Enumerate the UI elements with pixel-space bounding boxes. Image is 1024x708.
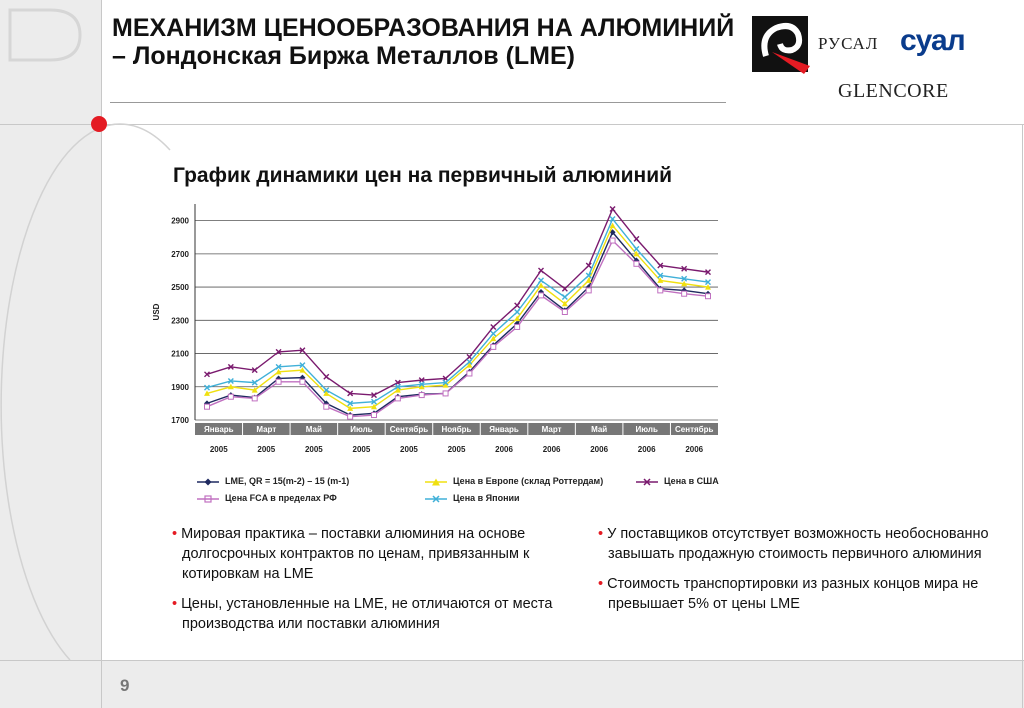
legend-item-europe xyxy=(425,476,603,486)
x-tick-year: 2006 xyxy=(685,445,704,454)
data-point xyxy=(419,393,424,398)
data-point xyxy=(372,413,377,418)
bullet-item xyxy=(598,574,998,614)
legend-swatch-europe xyxy=(425,478,447,486)
data-point xyxy=(515,310,520,315)
x-tick-year: 2005 xyxy=(447,445,466,454)
legend-label-fca: Цена FCA в пределах РФ xyxy=(225,493,337,503)
rusal-logo-text: РУСАЛ xyxy=(818,34,879,53)
data-point xyxy=(228,394,233,399)
legend-swatch-usa xyxy=(636,478,658,486)
data-point xyxy=(205,404,210,409)
x-tick-month: Март xyxy=(541,425,562,434)
x-tick-month: Сентябрь xyxy=(389,425,429,434)
data-point xyxy=(634,236,639,241)
x-tick-year: 2005 xyxy=(209,445,228,454)
x-tick-month: Ноябрь xyxy=(441,425,472,434)
x-tick-month: Май xyxy=(591,425,608,434)
data-point xyxy=(443,391,448,396)
page-number: 9 xyxy=(120,676,130,695)
x-tick-year: 2006 xyxy=(637,445,656,454)
right-divider xyxy=(1022,124,1023,708)
y-tick-label: 2700 xyxy=(171,249,189,259)
x-tick-month: Март xyxy=(256,425,277,434)
data-point xyxy=(539,293,544,298)
data-point xyxy=(562,295,567,300)
accent-dot xyxy=(91,116,107,132)
data-point xyxy=(395,396,400,401)
data-point xyxy=(515,324,520,329)
bullet-item xyxy=(172,594,562,634)
data-point xyxy=(610,238,615,243)
y-tick-label: 2100 xyxy=(171,349,189,359)
bullet-item xyxy=(172,524,562,584)
bullet-text: Цены, установленные на LME, не отличаются от места производства или поставки алюминия xyxy=(181,596,553,632)
legend-swatch-japan xyxy=(425,495,447,503)
x-tick-year: 2005 xyxy=(257,445,276,454)
data-point xyxy=(682,291,687,296)
data-point xyxy=(467,371,472,376)
bullets-right xyxy=(598,524,998,624)
series-line xyxy=(207,241,708,417)
legend-label-japan: Цена в Японии xyxy=(453,493,520,503)
x-tick-month: Сентябрь xyxy=(675,425,714,434)
data-point xyxy=(539,278,544,283)
data-point xyxy=(706,294,711,299)
bullet-marker: • xyxy=(598,576,604,592)
y-tick-label: 2900 xyxy=(171,216,189,226)
data-point xyxy=(491,331,496,336)
chart-title: График динамики цен на первичный алюминий xyxy=(173,164,673,187)
rusal-logo-icon xyxy=(752,16,812,76)
title-underline xyxy=(110,102,726,103)
slide-title: МЕХАНИЗМ ЦЕНООБРАЗОВАНИЯ НА АЛЮМИНИЙ – Лондонская Биржа Металлов (LME) xyxy=(112,14,735,70)
data-point xyxy=(515,303,520,308)
footer-band xyxy=(101,660,1024,708)
bullet-text: Стоимость транспортировки из разных концов мира не превышает 5% от цены LME xyxy=(607,576,979,612)
x-tick-year: 2005 xyxy=(352,445,371,454)
data-point xyxy=(539,268,544,273)
legend-label-usa: Цена в США xyxy=(664,476,719,486)
legend-item-japan xyxy=(425,493,520,503)
bullet-text: У поставщиков отсутствует возможность необоснованно завышать продажную стоимость первичного алюминия xyxy=(607,526,989,562)
legend-swatch-fca xyxy=(197,495,219,503)
data-point xyxy=(586,288,591,293)
price-chart xyxy=(140,200,730,462)
x-tick-year: 2006 xyxy=(542,445,561,454)
data-point xyxy=(562,310,567,315)
bullet-marker: • xyxy=(172,526,178,542)
x-tick-month: Январь xyxy=(203,425,234,434)
y-tick-label: 1900 xyxy=(171,382,189,392)
data-point xyxy=(348,414,353,419)
data-point xyxy=(276,379,281,384)
legend-label-europe: Цена в Европе (склад Роттердам) xyxy=(453,476,604,486)
y-tick-label: 2300 xyxy=(171,316,189,326)
data-point xyxy=(634,246,639,251)
x-tick-month: Июль xyxy=(350,425,373,434)
x-tick-year: 2006 xyxy=(495,445,513,454)
y-tick-label: 1700 xyxy=(171,416,189,425)
data-point xyxy=(324,404,329,409)
legend-item-usa xyxy=(636,476,719,486)
bullet-marker: • xyxy=(172,596,178,612)
legend-label-lme: LME, QR = 15(m-2) – 15 (m-1) xyxy=(225,476,350,486)
data-point xyxy=(252,396,257,401)
x-tick-month: Июль xyxy=(635,425,658,434)
data-point xyxy=(467,354,472,359)
series-line xyxy=(207,226,708,409)
data-point xyxy=(300,379,305,384)
y-tick-label: 2500 xyxy=(171,283,189,293)
data-point xyxy=(324,374,329,379)
bullets-left xyxy=(172,524,562,644)
data-point xyxy=(491,344,496,349)
legend-item-fca xyxy=(197,493,337,503)
x-tick-year: 2005 xyxy=(400,445,418,454)
x-tick-year: 2005 xyxy=(304,445,323,454)
x-tick-year: 2006 xyxy=(590,445,609,454)
data-point xyxy=(491,324,496,329)
data-point xyxy=(658,288,663,293)
data-point xyxy=(634,261,639,266)
x-tick-month: Январь xyxy=(489,425,519,434)
bullet-item xyxy=(598,524,998,564)
sual-logo: суал xyxy=(900,24,965,57)
bullet-text: Мировая практика – поставки алюминия на основе долгосрочных контрактов по ценам, привязанным к котировкам на LME xyxy=(181,526,530,582)
glencore-logo: GLENCORE xyxy=(838,80,949,102)
x-tick-month: Май xyxy=(305,425,322,434)
bullet-marker: • xyxy=(598,526,604,542)
y-axis-label: USD xyxy=(152,303,161,321)
legend-swatch-lme xyxy=(197,478,219,486)
legend-item-lme xyxy=(197,476,349,486)
